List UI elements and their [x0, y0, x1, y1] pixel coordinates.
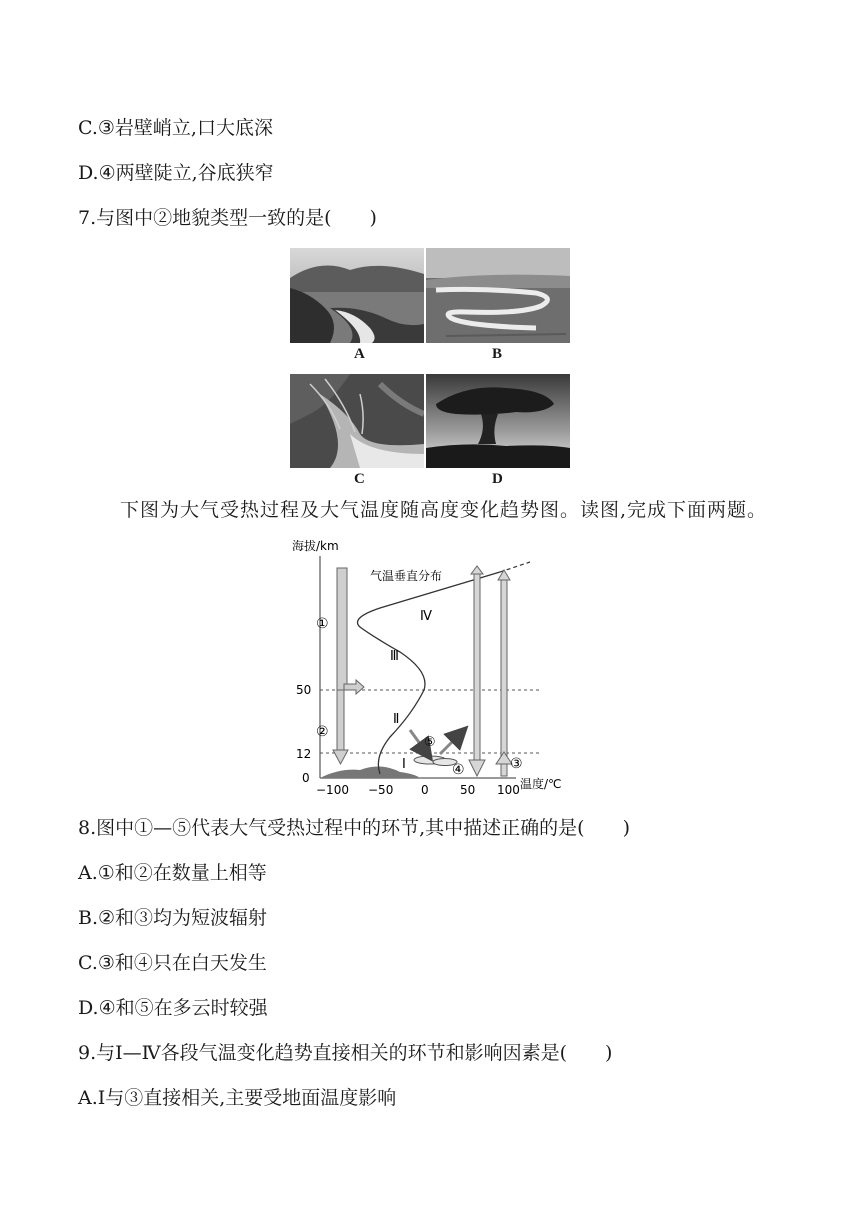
- x-tick-0: 0: [421, 783, 429, 797]
- layer-i: Ⅰ: [402, 757, 406, 772]
- option-6c: C.③岩壁峭立,口大底深: [78, 117, 273, 139]
- arrow-2-body: [337, 690, 344, 750]
- question-9: 9.与Ⅰ—Ⅳ各段气温变化趋势直接相关的环节和影响因素是( ): [78, 1042, 613, 1064]
- photo-a-label: A: [354, 346, 365, 362]
- passage-intro: 下图为大气受热过程及大气温度随高度变化趋势图。读图,完成下面两题。: [120, 499, 768, 521]
- arrow-4-body: [474, 574, 480, 760]
- arrow-4-tip: [471, 566, 483, 574]
- option-6d: D.④两壁陡立,谷底狭窄: [78, 162, 274, 184]
- layer-iii: Ⅲ: [390, 649, 399, 664]
- label-circle-2: ②: [316, 724, 329, 740]
- y-tick-50: 50: [296, 683, 312, 697]
- arrow-1-body: [337, 568, 347, 690]
- curve-label: 气温垂直分布: [370, 569, 443, 583]
- photo-d-label: D: [492, 471, 503, 487]
- photo-b-label: B: [492, 346, 503, 362]
- x-tick-50: 50: [460, 783, 476, 797]
- x-tick-neg50: −50: [368, 783, 394, 797]
- option-8b: B.②和③均为短波辐射: [78, 907, 268, 929]
- arrow-4-head: [469, 760, 485, 776]
- photo-c-label: C: [354, 471, 365, 487]
- layer-ii: Ⅱ: [393, 712, 400, 727]
- y-tick-12: 12: [296, 747, 312, 761]
- x-tick-100: 100: [497, 783, 520, 797]
- layer-iv: Ⅳ: [420, 609, 432, 624]
- photo-a-sandbar: [290, 248, 424, 343]
- photo-b-meander: [426, 248, 570, 343]
- photo-d-mushroom-rock: [426, 374, 570, 468]
- arrow-5-out: [440, 734, 460, 754]
- y-tick-0: 0: [302, 771, 310, 785]
- option-8c: C.③和④只在白天发生: [78, 952, 267, 974]
- x-tick-neg100: −100: [316, 783, 349, 797]
- option-8a: A.①和②在数量上相等: [78, 862, 267, 884]
- label-circle-1: ①: [316, 616, 329, 632]
- arrow-3-body: [501, 580, 507, 776]
- option-8d: D.④和⑤在多云时较强: [78, 997, 268, 1019]
- question-8: 8.图中①—⑤代表大气受热过程中的环节,其中描述正确的是( ): [78, 817, 630, 839]
- label-circle-3: ③: [510, 756, 523, 772]
- y-axis-label: 海拔/km: [292, 539, 339, 553]
- atmosphere-heating-diagram: [280, 532, 580, 802]
- label-circle-5: ⑤: [424, 735, 436, 750]
- label-circle-4: ④: [452, 762, 465, 778]
- x-axis-label: 温度/℃: [520, 777, 562, 791]
- arrow-2-head: [333, 750, 348, 764]
- question-7: 7.与图中②地貌类型一致的是( ): [78, 207, 377, 229]
- option-9a: A.Ⅰ与③直接相关,主要受地面温度影响: [78, 1087, 397, 1109]
- photo-c-delta: [290, 374, 424, 468]
